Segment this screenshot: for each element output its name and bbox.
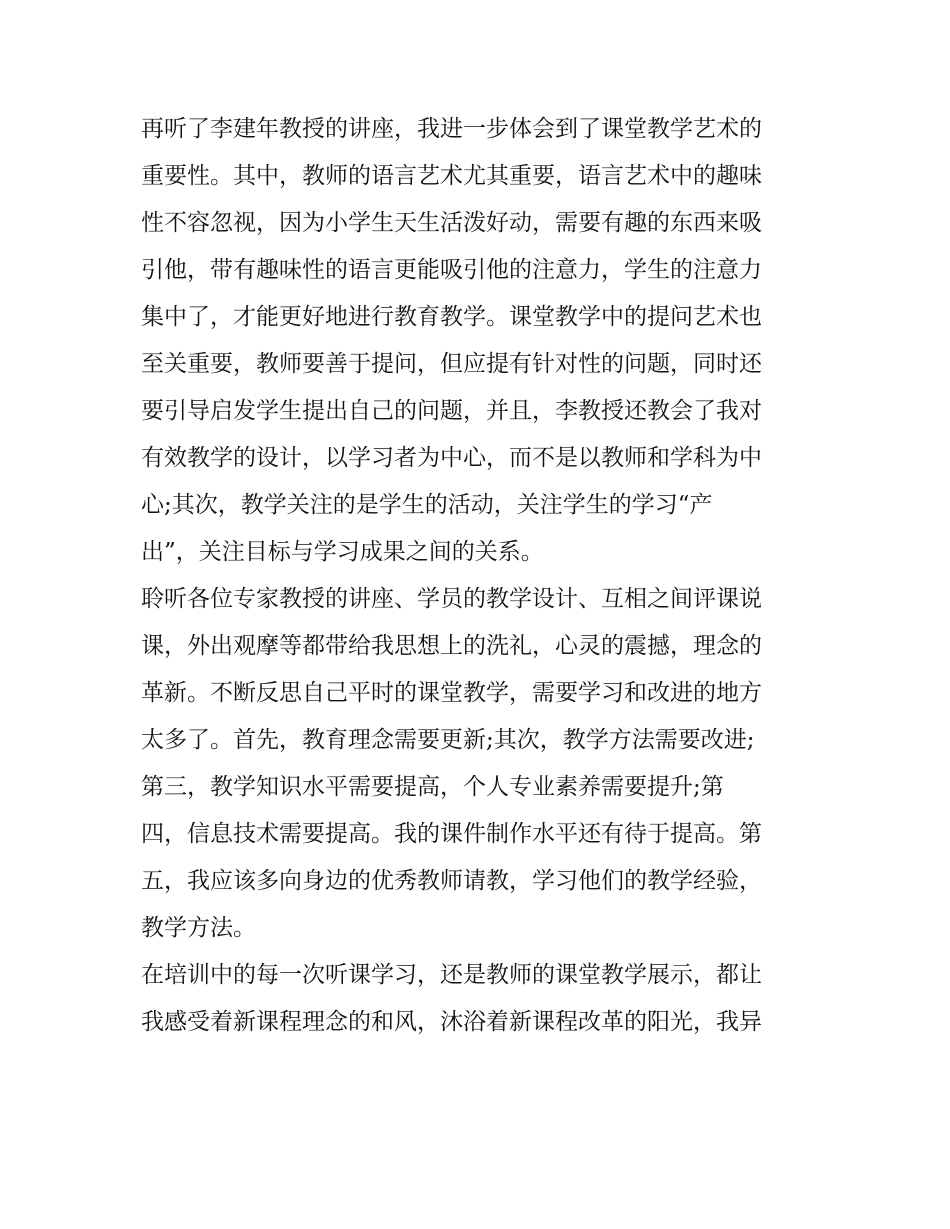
text-line: 性不容忽视，因为小学生天生活泼好动，需要有趣的东西来吸 [141,210,762,236]
text-line: 革新。不断反思自己平时的课堂教学，需要学习和改进的地方 [141,680,762,706]
text-line: 重要性。其中，教师的语言艺术尤其重要，语言艺术中的趣味 [141,163,762,189]
text-line: 要引导启发学生提出自己的问题，并且，李教授还教会了我对 [141,398,762,424]
text-line: 有效教学的设计，以学习者为中心，而不是以教师和学科为中 [141,445,762,471]
text-line: 教学方法。 [141,915,256,941]
text-line: 五，我应该多向身边的优秀教师请教，学习他们的教学经验， [141,868,762,894]
text-line: 再听了李建年教授的讲座，我进一步体会到了课堂教学艺术的 [141,116,762,142]
text-line: 至关重要，教师要善于提问，但应提有针对性的问题，同时还 [141,351,762,377]
text-line: 心;其次，教学关注的是学生的活动，关注学生的学习“产 [141,492,713,518]
text-line: 第三，教学知识水平需要提高，个人专业素养需要提升;第 [141,774,724,800]
text-line: 出”，关注目标与学习成果之间的关系。 [141,539,544,565]
text-line: 太多了。首先，教育理念需要更新;其次，教学方法需要改进; [141,727,755,753]
text-line: 课，外出观摩等都带给我思想上的洗礼，心灵的震撼，理念的 [141,633,762,659]
document-body [141,106,821,1046]
text-line: 引他，带有趣味性的语言更能吸引他的注意力，学生的注意力 [141,257,762,283]
text-line: 在培训中的每一次听课学习，还是教师的课堂教学展示，都让 [141,962,762,988]
text-line: 聆听各位专家教授的讲座、学员的教学设计、互相之间评课说 [141,586,762,612]
text-line: 我感受着新课程理念的和风，沐浴着新课程改革的阳光，我异 [141,1009,762,1035]
text-line: 四，信息技术需要提高。我的课件制作水平还有待于提高。第 [141,821,762,847]
text-line: 集中了，才能更好地进行教育教学。课堂教学中的提问艺术也 [141,304,762,330]
